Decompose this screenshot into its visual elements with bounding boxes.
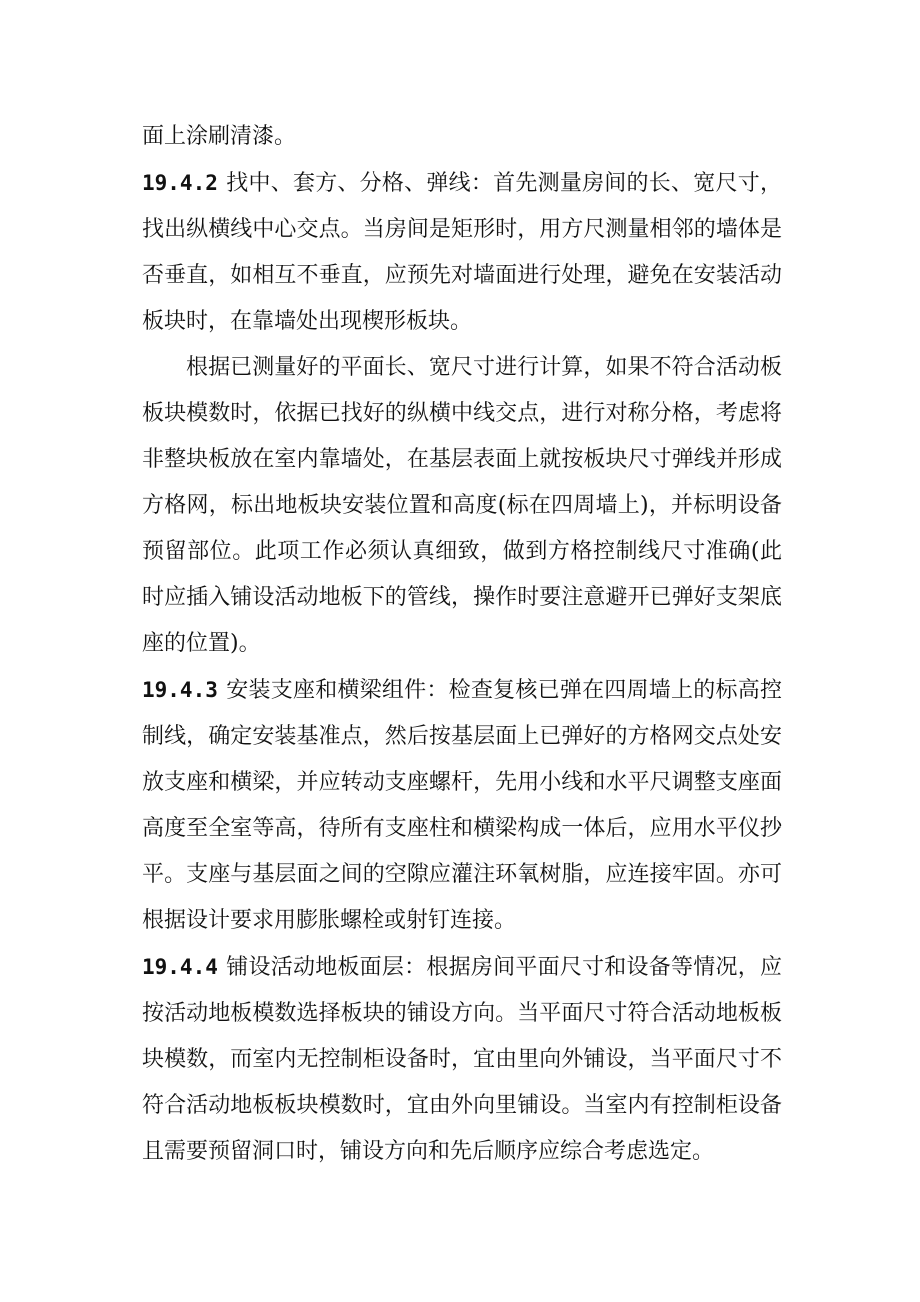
paragraph-text: 铺设活动地板面层：根据房间平面尺寸和设备等情况，应按活动地板模数选择板块的铺设方向。当平面尺寸符合活动地板板块模数，而室内无控制柜设备时，宜由里向外铺设，当平面尺寸不符合活动地板板块模数时，宜由外向里铺设。当室内有控制柜设备且需要预留洞口时，铺设方向和先后顺序应综合考虑选定。 [142, 955, 782, 1164]
document-body [142, 114, 782, 1175]
section-19-4-4 [142, 944, 782, 1175]
section-19-4-2 [142, 160, 782, 345]
paragraph-text: 面上涂刷清漆。 [142, 124, 297, 149]
paragraph-text: 安装支座和横梁组件：检查复核已弹在四周墙上的标高控制线，确定安装基准点，然后按基层面上已弹好的方格网交点处安放支座和横梁，并应转动支座螺杆，先用小线和水平尺调整支座面高度至全室等高，待所有支座柱和横梁构成一体后，应用水平仪抄平。支座与基层面之间的空隙应灌注环氧树脂，应连接牢固。亦可根据设计要求用膨胀螺栓或射钉连接。 [142, 678, 782, 933]
paragraph-layout-grid [142, 345, 782, 667]
section-number: 19.4.4 [142, 955, 218, 979]
paragraph-continuation [142, 114, 782, 160]
section-number: 19.4.2 [142, 171, 218, 195]
paragraph-text: 根据已测量好的平面长、宽尺寸进行计算，如果不符合活动板板块模数时，依据已找好的纵横中线交点，进行对称分格，考虑将非整块板放在室内靠墙处，在基层表面上就按板块尺寸弹线并形成方格网，标出地板块安装位置和高度(标在四周墙上)，并标明设备预留部位。此项工作必须认真细致，做到方格控制线尺寸准确(此时应插入铺设活动地板下的管线，操作时要注意避开已弹好支架底座的位置)。 [142, 355, 782, 656]
section-19-4-3 [142, 667, 782, 944]
paragraph-text: 找中、套方、分格、弹线：首先测量房间的长、宽尺寸，找出纵横线中心交点。当房间是矩形时，用方尺测量相邻的墙体是否垂直，如相互不垂直，应预先对墙面进行处理，避免在安装活动板块时，在靠墙处出现楔形板块。 [142, 171, 782, 334]
section-number: 19.4.3 [142, 678, 218, 702]
